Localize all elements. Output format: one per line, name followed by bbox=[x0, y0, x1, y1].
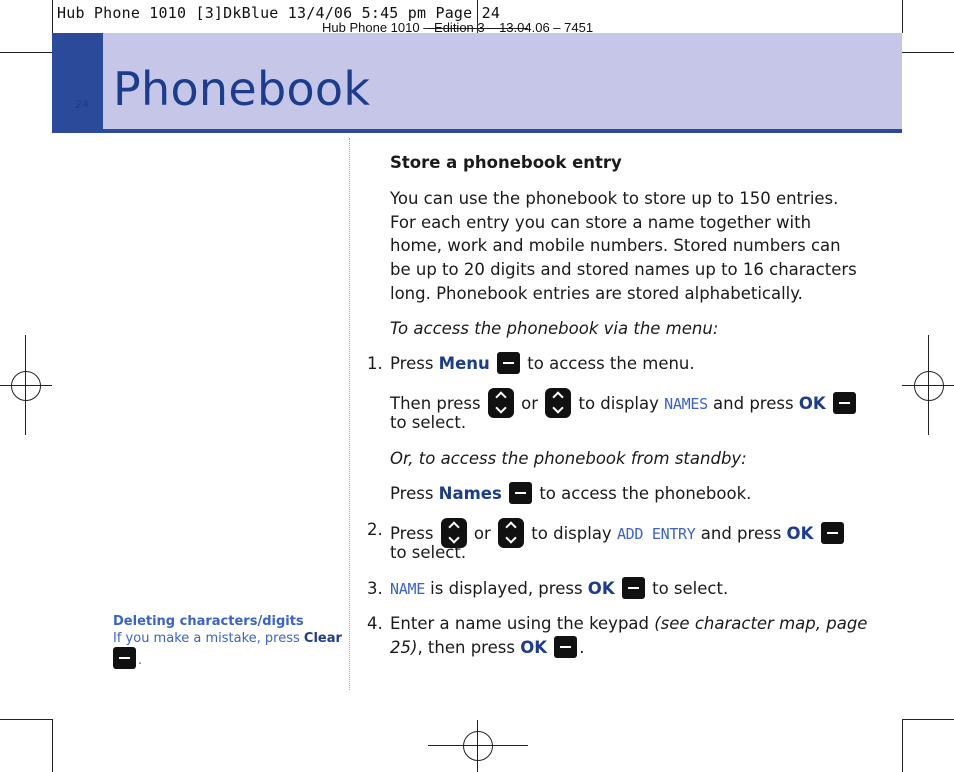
soft-key-icon bbox=[554, 636, 577, 658]
via-menu-subheading: To access the phonebook via the menu: bbox=[390, 319, 719, 338]
page-title: Phonebook bbox=[113, 62, 371, 116]
page-number-strip bbox=[52, 33, 103, 133]
crop-mark bbox=[902, 0, 903, 33]
sidebar-text-line bbox=[113, 630, 342, 647]
soft-key-icon bbox=[113, 647, 136, 669]
page-number: 24 bbox=[75, 98, 89, 111]
lcd-text: ADD ENTRY bbox=[616, 525, 696, 543]
intro-line: home, work and mobile numbers. Stored numbers can bbox=[390, 236, 841, 255]
section-heading: Store a phonebook entry bbox=[390, 153, 622, 172]
step-3: NAME is displayed, press OK to select. bbox=[390, 579, 729, 598]
sidebar-heading: Deleting characters/digits bbox=[113, 614, 304, 629]
step-1: Press Menu to access the menu. bbox=[390, 354, 695, 373]
lcd-text: NAMES bbox=[664, 395, 708, 413]
sidebar-note bbox=[113, 613, 342, 669]
header-underline bbox=[103, 129, 902, 133]
step-4-continued: 25), then press OK . bbox=[390, 638, 585, 657]
step-number: 1. bbox=[367, 354, 383, 373]
names-label: Names bbox=[438, 484, 502, 503]
intro-line: be up to 20 digits and stored names up to 16 characters bbox=[390, 260, 857, 279]
nav-up-down-icon bbox=[488, 388, 514, 418]
nav-up-down-icon bbox=[498, 518, 524, 548]
crop-mark bbox=[902, 719, 903, 772]
step-number: 2. bbox=[367, 520, 383, 539]
soft-key-icon bbox=[497, 352, 520, 374]
standby-subheading: Or, to access the phonebook from standby: bbox=[390, 449, 747, 468]
crop-mark bbox=[52, 719, 53, 772]
ok-label: OK bbox=[798, 394, 826, 413]
soft-key-icon bbox=[833, 392, 856, 414]
soft-key-icon bbox=[509, 482, 532, 504]
character-map-reference: (see character map, page bbox=[654, 614, 868, 633]
crop-mark bbox=[902, 719, 954, 720]
intro-line: You can use the phonebook to store up to 150 entries. bbox=[390, 189, 839, 208]
clear-label: Clear bbox=[303, 631, 342, 646]
crop-mark bbox=[0, 719, 52, 720]
crop-mark bbox=[902, 52, 954, 53]
intro-line: For each entry you can store a name together with bbox=[390, 213, 812, 232]
registration-mark bbox=[463, 731, 493, 761]
nav-up-down-icon bbox=[545, 388, 571, 418]
step-2: Press or to display ADD ENTRY and press OK bbox=[390, 518, 846, 548]
lcd-text: NAME bbox=[390, 580, 425, 598]
column-divider bbox=[349, 138, 350, 690]
ok-label: OK bbox=[786, 524, 814, 543]
menu-label: Menu bbox=[438, 354, 490, 373]
step-number: 4. bbox=[367, 614, 383, 633]
then-press-line: Then press or to display NAMES and press OK bbox=[390, 388, 858, 418]
step-4: Enter a name using the keypad (see character map, page bbox=[390, 614, 868, 633]
crop-mark bbox=[0, 52, 52, 53]
to-select-line: to select. bbox=[390, 543, 467, 562]
intro-line: long. Phonebook entries are stored alphabetically. bbox=[390, 284, 803, 303]
ok-label: OK bbox=[587, 579, 615, 598]
registration-mark bbox=[914, 371, 944, 401]
registration-mark bbox=[11, 371, 41, 401]
print-slug: Hub Phone 1010 [3]DkBlue 13/4/06 5:45 pm Page 24 bbox=[57, 4, 501, 22]
soft-key-icon bbox=[821, 522, 844, 544]
sidebar-key-line: . bbox=[113, 647, 342, 669]
soft-key-icon bbox=[622, 577, 645, 599]
to-select-line: to select. bbox=[390, 413, 467, 432]
edition-slug: Hub Phone 1010 – Edition 3 – 13.04.06 – 7451 bbox=[322, 20, 594, 35]
press-names-line: Press Names to access the phonebook. bbox=[390, 484, 752, 503]
crop-mark bbox=[52, 0, 53, 33]
step-number: 3. bbox=[367, 579, 383, 598]
sidebar-text: If you make a mistake, press bbox=[113, 631, 304, 646]
ok-label: OK bbox=[520, 638, 548, 657]
